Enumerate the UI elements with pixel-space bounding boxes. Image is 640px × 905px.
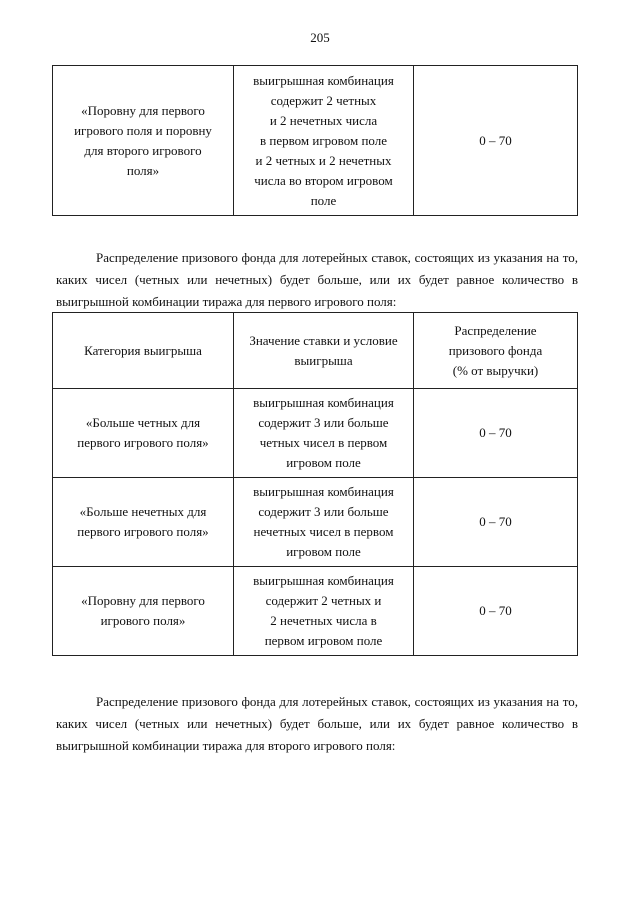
prize-table-continued (52, 65, 578, 216)
category-cell (53, 389, 234, 478)
header-category-text: Категория выигрыша (84, 342, 202, 358)
share-cell (414, 66, 578, 216)
header-condition-text: Значение ставки и условие выигрыша (249, 332, 398, 368)
condition-cell (234, 478, 414, 567)
share-cell (414, 567, 578, 656)
paragraph-second-field: Распределение призового фонда для лотерейных ставок, состоящих из указания на то, каких чисел (четных или нечетных) будет больше, или их будет равное количество в выигрышной комбинации тиража для второго игрового поля: (56, 694, 578, 753)
share-cell (414, 478, 578, 567)
header-category (53, 313, 234, 389)
share-text: 0 – 70 (479, 514, 512, 529)
table-row (53, 567, 578, 656)
share-text: 0 – 70 (479, 132, 512, 148)
share-cell (414, 389, 578, 478)
condition-text: выигрышная комбинация содержит 2 четных и 2 нечетных числа в первом игровом поле (253, 573, 394, 648)
category-cell (53, 567, 234, 656)
condition-cell (234, 567, 414, 656)
category-text: «Больше нечетных для первого игрового поля» (77, 504, 209, 539)
paragraph-first-field: Распределение призового фонда для лотерейных ставок, состоящих из указания на то, каких чисел (четных или нечетных) будет больше, или их будет равное количество в выигрышной комбинации тиража для первого игрового поля: (56, 250, 578, 309)
condition-text: выигрышная комбинация содержит 3 или больше нечетных чисел в первом игровом поле (253, 484, 394, 559)
table-row (53, 478, 578, 567)
table-header-row (53, 313, 578, 389)
share-text: 0 – 70 (479, 425, 512, 440)
share-text: 0 – 70 (479, 603, 512, 618)
prize-table-first-field (52, 312, 578, 656)
category-text: «Больше четных для первого игрового поля» (77, 415, 209, 450)
condition-cell (234, 389, 414, 478)
condition-cell (234, 66, 414, 216)
category-cell (53, 478, 234, 567)
condition-text: выигрышная комбинация содержит 3 или больше четных чисел в первом игровом поле (253, 395, 394, 470)
header-share-text: Распределение призового фонда (% от выручки) (448, 322, 543, 378)
page-number: 205 (310, 30, 330, 45)
table-row (53, 66, 578, 216)
condition-text: выигрышная комбинация содержит 2 четных и 2 нечетных числа в первом игровом поле и 2 четных и 2 нечетных числа во втором игровом поле (253, 72, 394, 208)
table-row (53, 389, 578, 478)
header-share (414, 313, 578, 389)
category-cell (53, 66, 234, 216)
category-text: «Поровну для первого игрового поля» (81, 593, 205, 628)
header-condition (234, 313, 414, 389)
category-text: «Поровну для первого игрового поля и поровну для второго игрового поля» (74, 102, 212, 178)
